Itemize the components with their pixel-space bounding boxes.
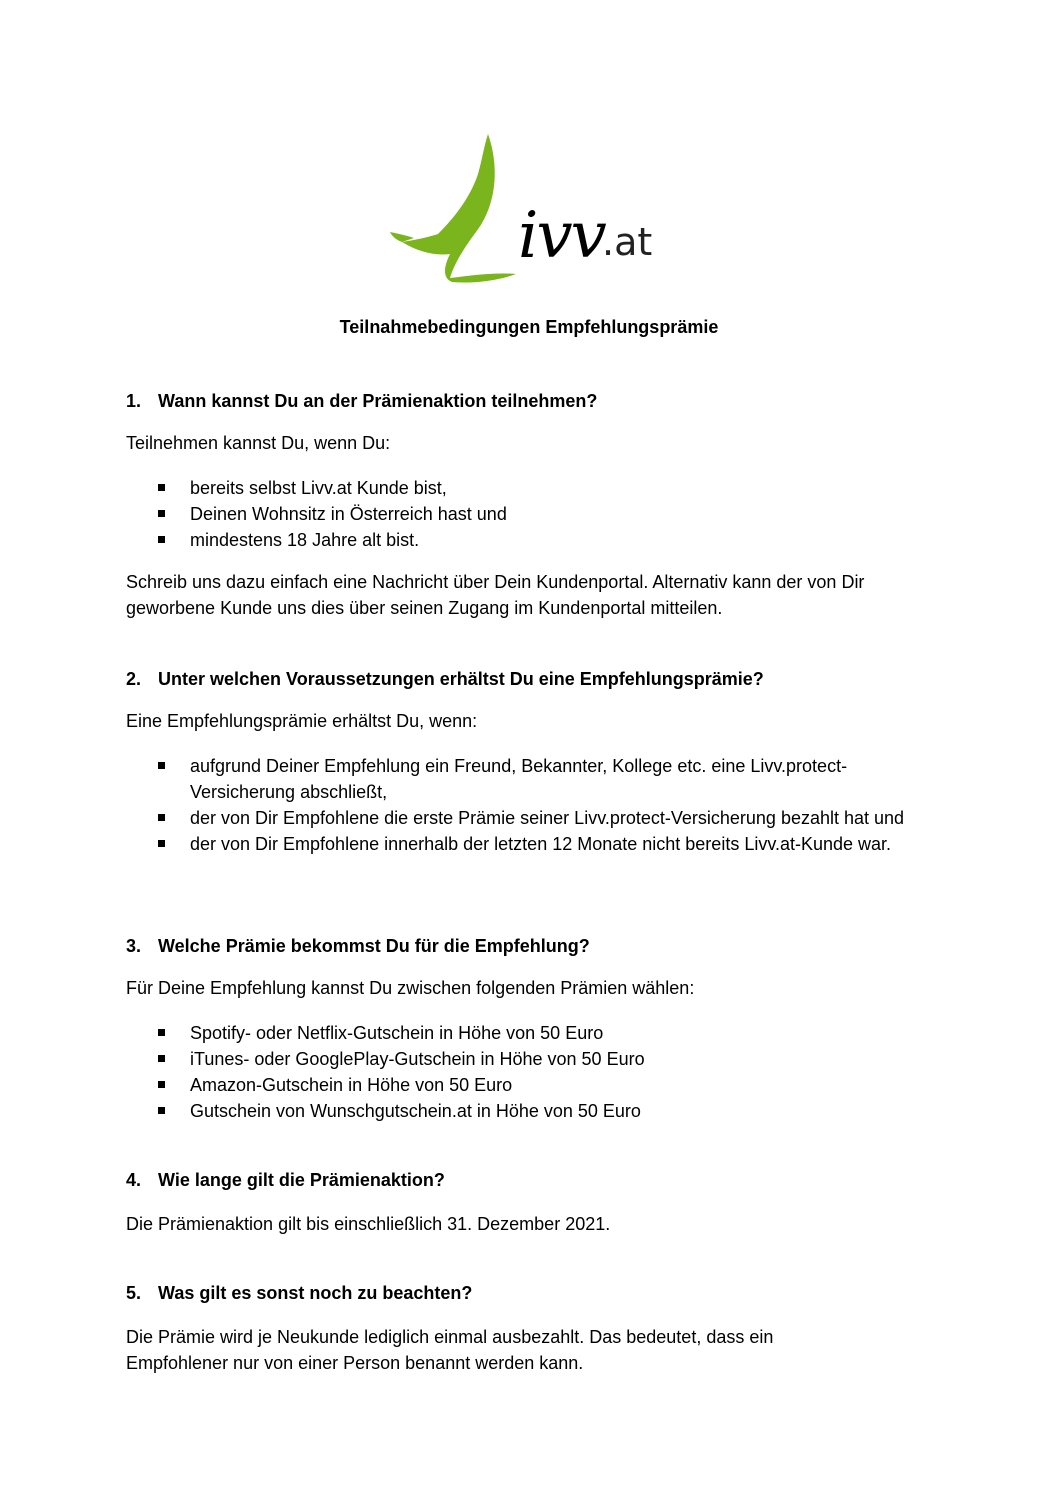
list-item bbox=[158, 1046, 938, 1072]
document-title: Teilnahmebedingungen Empfehlungsprämie bbox=[339, 317, 719, 337]
bullet-square-icon bbox=[158, 1055, 165, 1062]
list-item-text: bereits selbst Livv.at Kunde bist, bbox=[190, 478, 447, 498]
list-item-text: Amazon-Gutschein in Höhe von 50 Euro bbox=[190, 1075, 513, 1095]
list-item bbox=[158, 1098, 938, 1124]
list-item bbox=[158, 805, 938, 831]
list-item bbox=[158, 501, 938, 527]
list-item-text: mindestens 18 Jahre alt bist. bbox=[190, 530, 420, 550]
list-item-text: iTunes- oder GooglePlay-Gutschein in Höhe von 50 Euro bbox=[190, 1049, 645, 1069]
bullet-square-icon bbox=[158, 840, 165, 847]
bullet-square-icon bbox=[158, 536, 165, 543]
list-item-text: Spotify- oder Netflix-Gutschein in Höhe von 50 Euro bbox=[190, 1023, 604, 1043]
section-4-intro: Die Prämienaktion gilt bis einschließlich 31. Dezember 2021. bbox=[126, 1214, 611, 1234]
section-3-bullet-list bbox=[158, 1020, 938, 1124]
section-4-number: 4. bbox=[126, 1170, 142, 1190]
bullet-square-icon bbox=[158, 1107, 165, 1114]
section-1-intro: Teilnehmen kannst Du, wenn Du: bbox=[126, 433, 391, 453]
section-3-heading bbox=[126, 935, 590, 957]
section-4-heading bbox=[126, 1169, 445, 1191]
section-1-heading bbox=[126, 390, 597, 412]
section-2-bullet-list bbox=[158, 753, 938, 857]
livv-logo bbox=[388, 128, 668, 288]
list-item-text: Gutschein von Wunschgutschein.at in Höhe von 50 Euro bbox=[190, 1101, 641, 1121]
list-item-text: der von Dir Empfohlene innerhalb der letzten 12 Monate nicht bereits Livv.at-Kunde war. bbox=[190, 834, 892, 854]
list-item-text: aufgrund Deiner Empfehlung ein Freund, Bekannter, Kollege etc. eine Livv.protect-Versicherung abschließt, bbox=[190, 756, 848, 802]
section-1-title: Wann kannst Du an der Prämienaktion teilnehmen? bbox=[158, 391, 598, 411]
logo-domain-suffix: .at bbox=[602, 220, 653, 264]
section-2-heading bbox=[126, 668, 764, 690]
bullet-square-icon bbox=[158, 814, 165, 821]
section-2-title: Unter welchen Voraussetzungen erhältst Du eine Empfehlungsprämie? bbox=[158, 669, 764, 689]
section-1-outro: Schreib uns dazu einfach eine Nachricht über Dein Kundenportal. Alternativ kann der von Dir geworbene Kunde uns dies über seinen Zugang im Kundenportal mitteilen. bbox=[126, 572, 865, 618]
list-item bbox=[158, 527, 938, 553]
list-item-text: der von Dir Empfohlene die erste Prämie seiner Livv.protect-Versicherung bezahlt hat und bbox=[190, 808, 905, 828]
bullet-square-icon bbox=[158, 762, 165, 769]
section-1-bullet-list bbox=[158, 475, 938, 553]
bullet-square-icon bbox=[158, 1081, 165, 1088]
section-3-title: Welche Prämie bekommst Du für die Empfehlung? bbox=[158, 936, 590, 956]
section-5-intro: Die Prämie wird je Neukunde lediglich einmal ausbezahlt. Das bedeutet, dass ein Empfohlener nur von einer Person benannt werden kann. bbox=[126, 1327, 774, 1373]
bullet-square-icon bbox=[158, 510, 165, 517]
section-4-title: Wie lange gilt die Prämienaktion? bbox=[158, 1170, 445, 1190]
section-3-number: 3. bbox=[126, 936, 142, 956]
section-5-number: 5. bbox=[126, 1283, 142, 1303]
section-3-intro: Für Deine Empfehlung kannst Du zwischen folgenden Prämien wählen: bbox=[126, 978, 695, 998]
bullet-square-icon bbox=[158, 1029, 165, 1036]
section-5-heading bbox=[126, 1282, 472, 1304]
list-item bbox=[158, 1020, 938, 1046]
section-1-number: 1. bbox=[126, 391, 142, 411]
list-item-text: Deinen Wohnsitz in Österreich hast und bbox=[190, 504, 507, 524]
section-5-title: Was gilt es sonst noch zu beachten? bbox=[158, 1283, 473, 1303]
logo-wordmark: ivv bbox=[518, 199, 605, 273]
list-item bbox=[158, 753, 938, 805]
list-item bbox=[158, 1072, 938, 1098]
section-2-number: 2. bbox=[126, 669, 142, 689]
bullet-square-icon bbox=[158, 484, 165, 491]
section-2-intro: Eine Empfehlungsprämie erhältst Du, wenn: bbox=[126, 711, 478, 731]
list-item bbox=[158, 475, 938, 501]
list-item bbox=[158, 831, 938, 857]
